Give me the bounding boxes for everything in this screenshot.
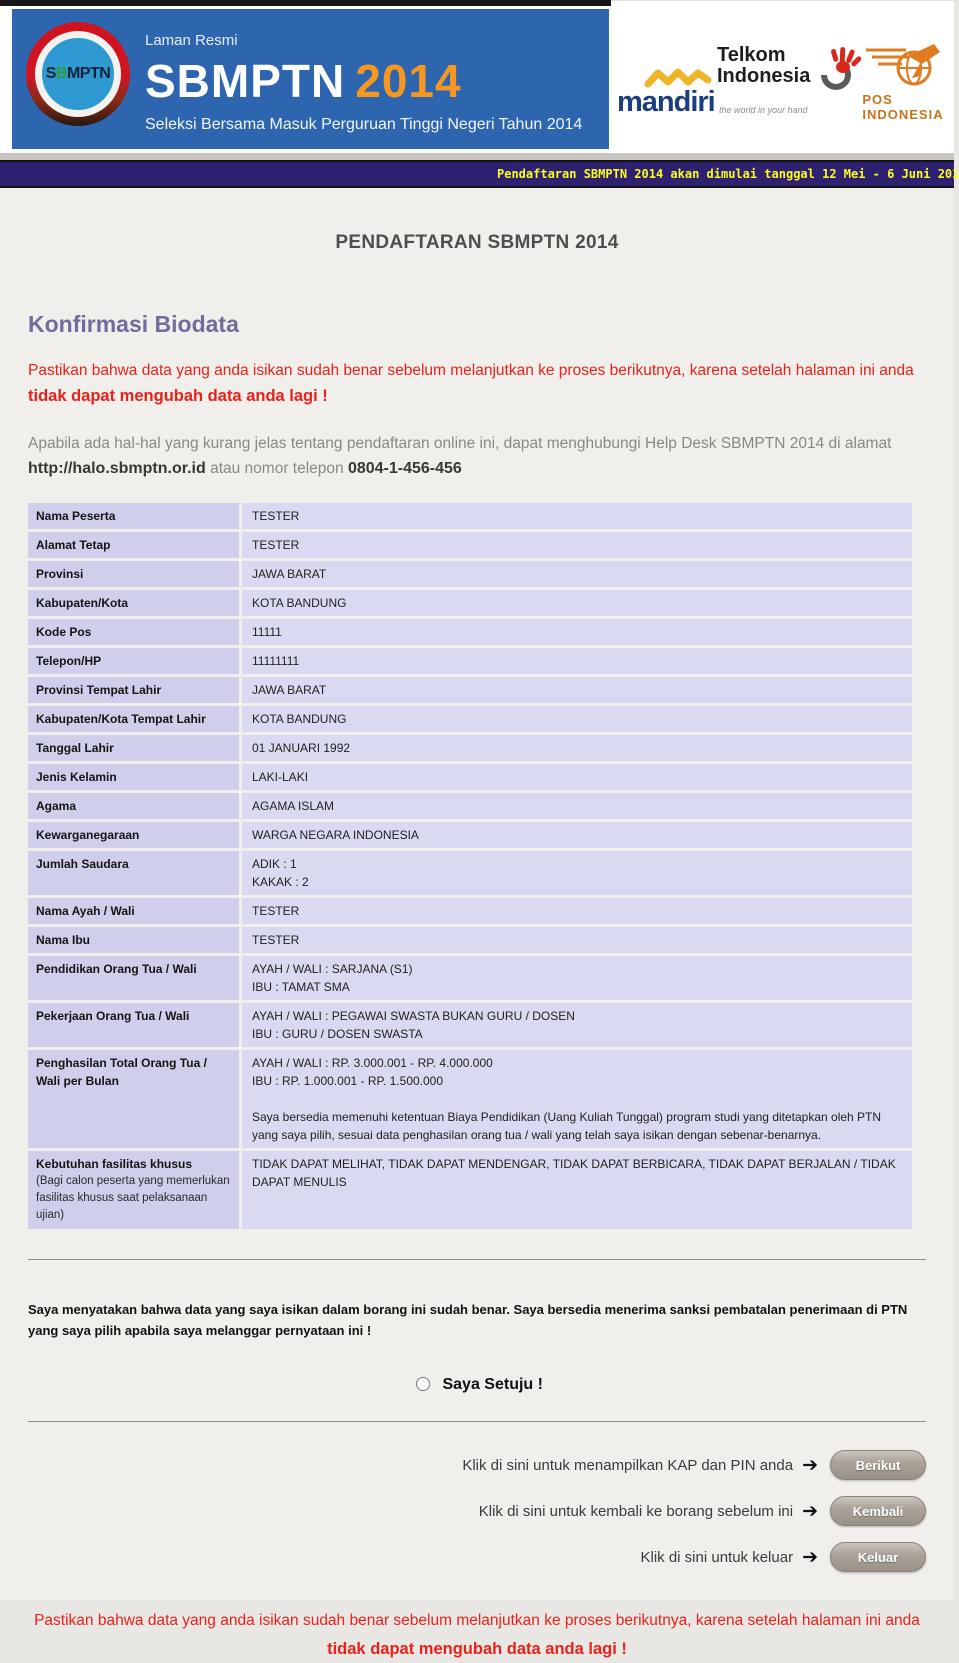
action-label: Klik di sini untuk keluar xyxy=(640,1548,794,1566)
row-value: TESTER xyxy=(242,898,912,924)
helpdesk-text: Apabila ada hal-hal yang kurang jelas tentang pendaftaran online ini, dapat menghubungi Help Desk SBMPTN 2014 di alamat http://halo.sbmptn.or.id atau nomor telepon 0804-1-456-456 xyxy=(28,434,892,477)
header-blue-panel xyxy=(12,9,609,149)
row-value: AYAH / WALI : SARJANA (S1) IBU : TAMAT SMA xyxy=(242,956,912,1000)
pos-bird-globe-icon xyxy=(862,38,948,90)
table-row xyxy=(28,956,912,1000)
pos-indonesia-logo xyxy=(862,38,948,122)
row-label: Jenis Kelamin xyxy=(28,764,239,790)
row-value: AYAH / WALI : PEGAWAI SWASTA BUKAN GURU / DOSEN IBU : GURU / DOSEN SWASTA xyxy=(242,1003,912,1047)
sbmptn-logo-text: SBMPTN xyxy=(45,65,111,82)
table-row xyxy=(28,532,912,558)
row-value: 01 JANUARI 1992 xyxy=(242,735,912,761)
marquee-bar xyxy=(0,160,959,188)
row-value: TIDAK DAPAT MELIHAT, TIDAK DAPAT MENDENGAR, TIDAK DAPAT BERBICARA, TIDAK DAPAT BERJALAN / TIDAK DAPAT MENULIS xyxy=(242,1151,912,1229)
table-row xyxy=(28,793,912,819)
row-label: Telepon/HP xyxy=(28,648,239,674)
agreement-statement: Saya menyatakan bahwa data yang saya isikan dalam borang ini sudah benar. Saya bersedia menerima sanksi pembatalan penerimaan di PTN yang saya pilih apabila saya melanggar pernyataan ini ! xyxy=(28,1301,908,1339)
row-label: Nama Ibu xyxy=(28,927,239,953)
row-value: WARGA NEGARA INDONESIA xyxy=(242,822,912,848)
table-row xyxy=(28,619,912,645)
section-title: Konfirmasi Biodata xyxy=(28,311,239,337)
row-label: Provinsi xyxy=(28,561,239,587)
table-row xyxy=(28,1050,912,1148)
table-row xyxy=(28,1151,912,1229)
table-row xyxy=(28,706,912,732)
row-label: Pekerjaan Orang Tua / Wali xyxy=(28,1003,239,1047)
row-value: LAKI-LAKI xyxy=(242,764,912,790)
row-value: JAWA BARAT xyxy=(242,677,912,703)
warning-top: Pastikan bahwa data yang anda isikan sudah benar sebelum melanjutkan ke proses berikutnya, karena setelah halaman ini anda tidak dapat mengubah data anda lagi ! xyxy=(28,362,914,406)
action-buttons-section xyxy=(28,1449,926,1573)
action-row xyxy=(28,1541,926,1573)
action-row xyxy=(28,1449,926,1481)
table-row xyxy=(28,677,912,703)
row-value: ADIK : 1 KAKAK : 2 xyxy=(242,851,912,895)
table-row xyxy=(28,735,912,761)
marquee-text: Pendaftaran SBMPTN 2014 akan dimulai tanggal 12 Mei - 6 Juni 201 xyxy=(497,167,959,181)
row-label: Kabupaten/Kota Tempat Lahir xyxy=(28,706,239,732)
berikut-button[interactable]: Berikut xyxy=(830,1450,926,1480)
helpdesk-url: http://halo.sbmptn.or.id xyxy=(28,459,206,477)
row-label: Kewarganegaraan xyxy=(28,822,239,848)
saya-setuju-radio[interactable] xyxy=(416,1377,430,1391)
row-label: Jumlah Saudara xyxy=(28,851,239,895)
mandiri-wordmark: mandiri xyxy=(617,85,715,118)
arrow-right-icon: ➔ xyxy=(802,1546,818,1568)
main-content xyxy=(0,188,954,1663)
warning-bottom-bold: tidak dapat mengubah data anda lagi ! xyxy=(327,1639,627,1658)
table-row xyxy=(28,503,912,529)
table-row xyxy=(28,898,912,924)
table-row xyxy=(28,561,912,587)
warning-top-bold: tidak dapat mengubah data anda lagi ! xyxy=(28,387,328,406)
biodata-table xyxy=(25,500,915,1232)
mandiri-logo xyxy=(617,67,717,118)
row-value: JAWA BARAT xyxy=(242,561,912,587)
row-label: Kode Pos xyxy=(28,619,239,645)
laman-resmi-label: Laman Resmi xyxy=(145,32,238,49)
row-value: TESTER xyxy=(242,532,912,558)
arrow-right-icon: ➔ xyxy=(802,1454,818,1476)
keluar-button[interactable]: Keluar xyxy=(830,1542,926,1572)
helpdesk-phone: 0804-1-456-456 xyxy=(347,459,462,477)
row-label: Agama xyxy=(28,793,239,819)
row-label: Pendidikan Orang Tua / Wali xyxy=(28,956,239,1000)
header xyxy=(0,0,954,153)
row-label-note: (Bagi calon peserta yang memerlukan fasilitas khusus saat pelaksanaan ujian) xyxy=(36,1174,230,1222)
row-value: AYAH / WALI : RP. 3.000.001 - RP. 4.000.000 IBU : RP. 1.000.001 - RP. 1.500.000 Saya bersedia memenuhi ketentuan Biaya Pendidikan (Uang Kuliah Tunggal) program studi yang ditetapkan oleh PTN yang saya pilih, sesuai data penghasilan orang tua / wali yang telah saya isikan dengan sebenar-benarnya. xyxy=(242,1050,912,1148)
action-label: Klik di sini untuk menampilkan KAP dan PIN anda xyxy=(462,1456,794,1474)
divider-top xyxy=(28,1259,926,1260)
row-label: Provinsi Tempat Lahir xyxy=(28,677,239,703)
telkom-tagline: the world in your hand xyxy=(719,105,808,115)
top-border-strip xyxy=(0,0,611,6)
row-label: Tanggal Lahir xyxy=(28,735,239,761)
table-row xyxy=(28,590,912,616)
row-label: Kebutuhan fasilitas khusus (Bagi calon peserta yang memerlukan fasilitas khusus saat pelaksanaan ujian) xyxy=(28,1151,239,1229)
divider-bottom xyxy=(28,1421,926,1422)
sbmptn-logo-center xyxy=(35,31,121,117)
table-row xyxy=(28,851,912,895)
site-subtitle: Seleksi Bersama Masuk Perguruan Tinggi Negeri Tahun 2014 xyxy=(145,116,583,133)
row-value: 11111 xyxy=(242,619,912,645)
site-title: SBMPTN 2014 xyxy=(145,55,462,107)
telkom-hand-icon xyxy=(810,45,862,97)
pos-indonesia-wordmark: POS INDONESIA xyxy=(862,92,944,122)
row-value: AGAMA ISLAM xyxy=(242,793,912,819)
row-label: Kabupaten/Kota xyxy=(28,590,239,616)
table-row xyxy=(28,648,912,674)
saya-setuju-label: Saya Setuju ! xyxy=(442,1376,543,1394)
agreement-row xyxy=(28,1374,926,1394)
telkom-logo xyxy=(717,45,862,115)
table-row xyxy=(28,822,912,848)
row-value: KOTA BANDUNG xyxy=(242,590,912,616)
site-title-year: 2014 xyxy=(355,55,462,107)
row-value: 11111111 xyxy=(242,648,912,674)
table-row xyxy=(28,1003,912,1047)
action-label: Klik di sini untuk kembali ke borang sebelum ini xyxy=(478,1502,794,1520)
header-text-block xyxy=(145,32,582,134)
row-label: Nama Ayah / Wali xyxy=(28,898,239,924)
page-title: PENDAFTARAN SBMPTN 2014 xyxy=(335,232,619,253)
telkom-wordmark: Telkom Indonesia xyxy=(717,44,811,87)
row-label: Penghasilan Total Orang Tua / Wali per Bulan xyxy=(28,1050,239,1148)
table-row xyxy=(28,764,912,790)
row-value: TESTER xyxy=(242,503,912,529)
marquee-bar-wrap xyxy=(0,153,959,188)
row-value: TESTER xyxy=(242,927,912,953)
sponsor-logos xyxy=(611,0,954,153)
row-label: Nama Peserta xyxy=(28,503,239,529)
sbmptn-logo-icon xyxy=(26,22,130,126)
kembali-button[interactable]: Kembali xyxy=(830,1496,926,1526)
action-row xyxy=(28,1495,926,1527)
row-value: KOTA BANDUNG xyxy=(242,706,912,732)
warning-bottom: Pastikan bahwa data yang anda isikan sudah benar sebelum melanjutkan ke proses berikutnya, karena setelah halaman ini anda tidak dapat mengubah data anda lagi ! xyxy=(34,1612,920,1658)
arrow-right-icon: ➔ xyxy=(802,1500,818,1522)
row-label: Alamat Tetap xyxy=(28,532,239,558)
table-row xyxy=(28,927,912,953)
